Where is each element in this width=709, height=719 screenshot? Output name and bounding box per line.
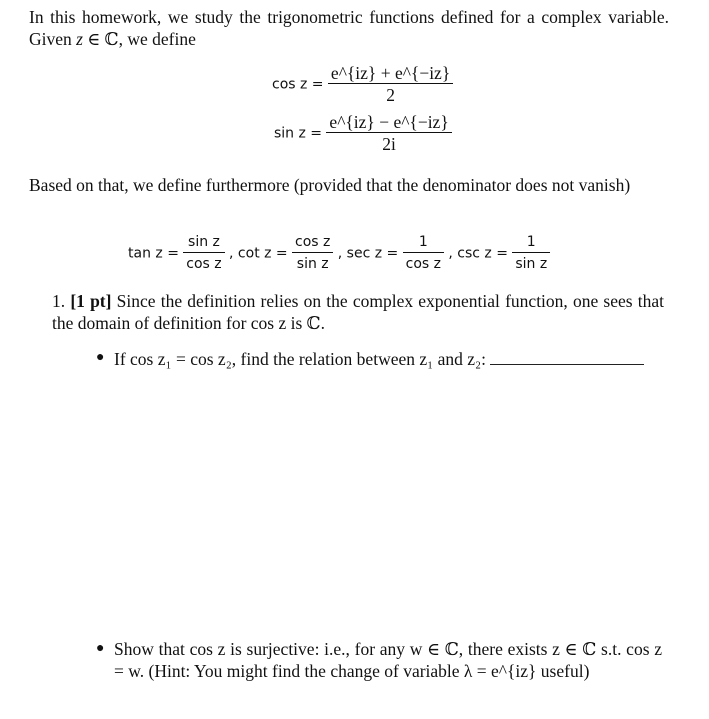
- question-1-points: [1 pt]: [70, 291, 112, 311]
- intro-paragraph: [29, 6, 669, 50]
- cos-definition: [272, 63, 453, 106]
- sec-numerator: 1: [418, 234, 428, 250]
- question-1-number: 1.: [52, 291, 66, 311]
- question-1: [52, 290, 664, 334]
- bullet-2: Show that cos z is surjective: i.e., for any w ∈ ℂ, there exists z ∈ ℂ s.t. cos z = w. (Hint: You might find the change of variable λ = e^{iz} useful): [114, 639, 662, 681]
- csc-fraction: [512, 232, 550, 275]
- sin-numerator: e^{iz} − e^{−iz}: [329, 112, 449, 132]
- sec-denominator: cos z: [403, 252, 444, 275]
- cos-denominator: 2: [328, 83, 453, 106]
- more-definitions: [128, 232, 550, 275]
- sec-label: , sec z =: [337, 245, 399, 262]
- cos-label: cos z =: [272, 76, 324, 93]
- cot-denominator: sin z: [292, 252, 333, 275]
- answer-blank[interactable]: [490, 352, 644, 365]
- cot-numerator: cos z: [295, 234, 331, 250]
- bullet-1: [114, 348, 694, 370]
- sin-label: sin z =: [274, 125, 323, 142]
- tan-label: tan z =: [128, 245, 179, 262]
- csc-numerator: 1: [526, 234, 536, 250]
- tan-fraction: [183, 232, 224, 275]
- sin-definition: [274, 112, 452, 155]
- bullet-1-icon: ●: [96, 350, 105, 365]
- cos-fraction: [328, 63, 453, 106]
- tan-numerator: sin z: [188, 234, 220, 250]
- intro-in-c: ∈ ℂ, we define: [87, 29, 196, 49]
- cot-fraction: [292, 232, 333, 275]
- sec-fraction: [403, 232, 444, 275]
- para-definitions-intro: Based on that, we define furthermore (provided that the denominator does not vanish): [29, 175, 631, 195]
- bullet-1-text: If cos z₁ = cos z₂, find the relation between z₁ and z₂:: [114, 349, 486, 369]
- sin-denominator: 2i: [326, 132, 451, 155]
- intro-text: In this homework, we study the trigonometric functions defined for a complex variable. Given: [29, 7, 669, 49]
- intro-var: z: [76, 29, 83, 49]
- cos-numerator: e^{iz} + e^{−iz}: [330, 63, 451, 83]
- cot-label: , cot z =: [229, 245, 288, 262]
- bullet-2-icon: ●: [96, 641, 105, 656]
- csc-denominator: sin z: [512, 252, 550, 275]
- csc-label: , csc z =: [448, 245, 508, 262]
- question-1-text: Since the definition relies on the complex exponential function, one sees that the domain of definition for cos z is ℂ.: [52, 291, 665, 333]
- sin-fraction: [326, 112, 451, 155]
- tan-denominator: cos z: [183, 252, 224, 275]
